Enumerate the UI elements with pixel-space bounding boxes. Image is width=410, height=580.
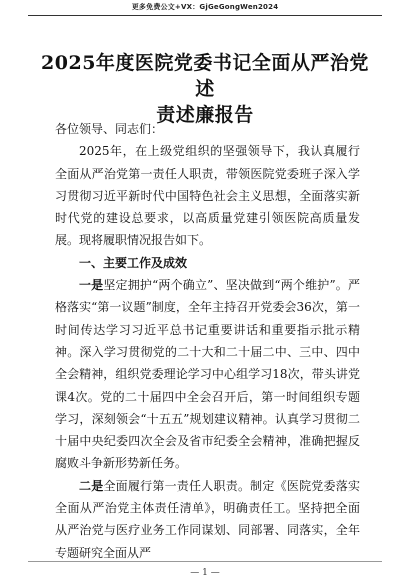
title-line-2: 责述廉报告 <box>156 104 254 126</box>
footer-divider <box>28 561 382 562</box>
title-line-1: 2025年度医院党委书记全面从严治党述 <box>41 52 369 100</box>
paragraph-item-2 <box>55 475 360 564</box>
page-header: 更多免费公文+VX：GjGeGongWen2024 <box>131 3 279 11</box>
item-2-text: 全面履行第一责任人职责。制定《医院党委落实全面从严治党主体责任清单》，明确责任工。坚持把全面从严治党与医疗业务工作同谋划、同部署、同落实，全年专题研究全面从严 <box>55 478 360 560</box>
page-number: — 1 — <box>190 568 220 578</box>
header-divider <box>28 15 382 16</box>
item-1-lead: 一是 <box>79 278 104 293</box>
paragraph-item-1 <box>55 274 360 475</box>
document-title <box>40 50 370 128</box>
section-heading: 一、主要工作及成效 <box>79 255 188 270</box>
item-2-lead: 二是 <box>79 478 104 493</box>
intro-paragraph: 2025年，在上级党组织的坚强领导下，我认真履行全面从严治党第一责任人职责，带领医院党委班子深入学习贯彻习近平新时代中国特色社会主义思想，全面落实新时代党的建设总要求，以高质量党建引领医院高质量发展。现将履职情况报告如下。 <box>55 144 360 248</box>
salutation: 各位领导、同志们： <box>55 122 164 136</box>
document-body <box>55 118 360 564</box>
item-1-text: 坚定拥护“两个确立”、坚决做到“两个维护”。严格落实“第一议题”制度，全年主持召开党委会36次，第一时间传达学习习近平总书记重要讲话和重要指示批示精神。深入学习贯彻党的二十大和二十届二中、三中、四中全会精神，组织党委理论学习中心组学习18次，带头讲党课4次。党的二十届四中全会召开后，第一时间组织专题学习，深刻领会“十五五”规划建议精神。认真学习贯彻二十届中央纪委四次全会及省市纪委全会精神，准确把握反腐败斗争新形势新任务。 <box>55 278 360 471</box>
